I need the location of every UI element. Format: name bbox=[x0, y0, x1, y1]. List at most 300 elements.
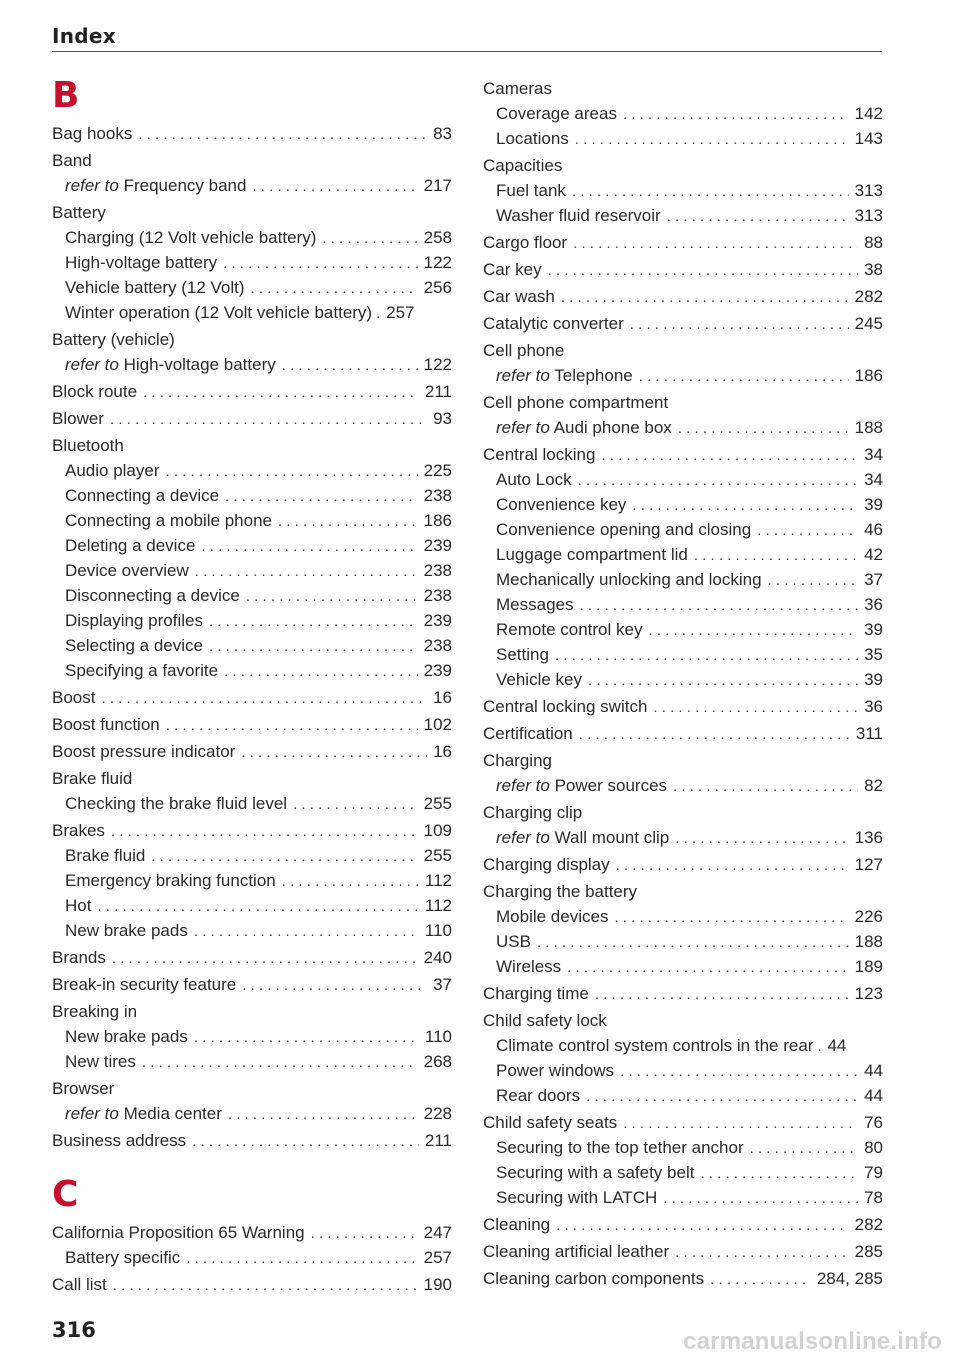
index-subentry bbox=[52, 633, 452, 658]
dot-leader bbox=[142, 1050, 418, 1075]
dot-leader bbox=[556, 1213, 849, 1238]
dot-leader bbox=[228, 1102, 418, 1127]
dot-leader bbox=[282, 869, 419, 894]
page-reference: 39 bbox=[864, 495, 883, 514]
page-reference: 285 bbox=[854, 1242, 883, 1261]
page-reference: 127 bbox=[854, 855, 883, 874]
entry-label: Car key bbox=[483, 260, 542, 279]
page-reference: 34 bbox=[864, 445, 883, 464]
entry-label: Charging bbox=[483, 751, 552, 770]
entry-label: Vehicle key bbox=[496, 670, 582, 689]
page-reference: 247 bbox=[423, 1223, 452, 1242]
index-heading bbox=[52, 200, 452, 225]
index-subentry bbox=[483, 415, 883, 440]
index-subentry bbox=[483, 517, 883, 542]
index-heading bbox=[52, 766, 452, 791]
index-subentry bbox=[52, 483, 452, 508]
entry-label: Selecting a device bbox=[65, 636, 203, 655]
index-subentry bbox=[483, 825, 883, 850]
dot-leader bbox=[241, 740, 427, 765]
entry-label bbox=[496, 825, 669, 850]
index-entry bbox=[483, 257, 883, 282]
page-reference: 313 bbox=[854, 206, 883, 225]
page-reference: 83 bbox=[433, 124, 452, 143]
section-letter: C bbox=[52, 1174, 79, 1215]
entry-label: New brake pads bbox=[65, 1027, 188, 1046]
page-reference: 226 bbox=[854, 907, 883, 926]
entry-label: Bluetooth bbox=[52, 436, 124, 455]
dot-leader bbox=[632, 493, 858, 518]
dot-leader bbox=[578, 468, 858, 493]
page-reference: 136 bbox=[854, 828, 883, 847]
index-subentry bbox=[483, 203, 883, 228]
dot-leader bbox=[151, 844, 417, 869]
entry-label: Securing with a safety belt bbox=[496, 1163, 695, 1182]
entry-label: Auto Lock bbox=[496, 470, 572, 489]
watermark: carmanualsonline.info bbox=[683, 1328, 942, 1355]
entry-label: Specifying a favorite bbox=[65, 661, 219, 680]
entry-label: California Proposition 65 Warning bbox=[52, 1223, 305, 1242]
index-subentry bbox=[52, 533, 452, 558]
index-entry bbox=[52, 1272, 452, 1297]
index-subentry bbox=[52, 275, 452, 300]
dot-leader bbox=[667, 204, 849, 229]
page-reference: 110 bbox=[424, 1027, 452, 1046]
entry-label bbox=[65, 173, 246, 198]
index-subentry bbox=[52, 558, 452, 583]
index-heading bbox=[483, 879, 883, 904]
dot-leader bbox=[246, 584, 418, 609]
entry-label: Emergency braking function bbox=[65, 871, 276, 890]
index-subentry bbox=[52, 225, 452, 250]
index-subentry bbox=[483, 667, 883, 692]
reference-target: Power sources bbox=[554, 776, 668, 795]
index-subentry bbox=[483, 904, 883, 929]
page-reference: 239 bbox=[423, 536, 452, 555]
entry-label: Hot bbox=[65, 896, 92, 915]
section-letter: B bbox=[52, 75, 80, 116]
entry-label: Device overview bbox=[65, 561, 189, 580]
dot-leader bbox=[282, 353, 418, 378]
entry-label: Brakes bbox=[52, 821, 105, 840]
entry-label: New tires bbox=[65, 1052, 136, 1071]
index-entry bbox=[52, 1128, 452, 1153]
dot-leader bbox=[648, 618, 858, 643]
index-entry bbox=[483, 852, 883, 877]
entry-label: Washer fluid reservoir bbox=[496, 206, 661, 225]
page-reference: 255 bbox=[423, 794, 452, 813]
index-entry bbox=[483, 230, 883, 255]
index-subentry bbox=[483, 101, 883, 126]
dot-leader bbox=[623, 1111, 858, 1136]
entry-label: Battery bbox=[52, 203, 106, 222]
entry-label: Cleaning artificial leather bbox=[483, 1242, 670, 1261]
page-reference: 112 bbox=[424, 896, 452, 915]
entry-label: Charging time bbox=[483, 984, 589, 1003]
dot-leader bbox=[555, 643, 858, 668]
index-subentry bbox=[52, 173, 452, 198]
dot-leader bbox=[678, 416, 849, 441]
entry-label: Fuel tank bbox=[496, 181, 566, 200]
entry-label: Call list bbox=[52, 1275, 107, 1294]
dot-leader bbox=[209, 609, 418, 634]
dot-leader bbox=[311, 1221, 418, 1246]
dot-leader bbox=[195, 559, 418, 584]
index-subentry bbox=[483, 1185, 883, 1210]
index-entry bbox=[483, 694, 883, 719]
entry-label: Child safety lock bbox=[483, 1011, 607, 1030]
reference-target: Telephone bbox=[554, 366, 633, 385]
dot-leader bbox=[322, 226, 417, 251]
index-entry bbox=[483, 442, 883, 467]
dot-leader bbox=[623, 102, 849, 127]
page-reference: 16 bbox=[433, 688, 452, 707]
index-entry bbox=[483, 721, 883, 746]
page-number: 316 bbox=[52, 1318, 96, 1342]
dot-leader bbox=[817, 1034, 823, 1059]
page-reference: 211 bbox=[424, 1131, 452, 1150]
page-reference: 143 bbox=[854, 129, 883, 148]
index-entry bbox=[52, 406, 452, 431]
refer-to-prefix: refer to bbox=[65, 1104, 119, 1123]
dot-leader bbox=[166, 713, 418, 738]
dot-leader bbox=[588, 668, 858, 693]
dot-leader bbox=[616, 853, 849, 878]
refer-to-prefix: refer to bbox=[496, 366, 550, 385]
dot-leader bbox=[112, 946, 418, 971]
page-reference: 238 bbox=[423, 636, 452, 655]
entry-label: Convenience key bbox=[496, 495, 627, 514]
dot-leader bbox=[575, 127, 849, 152]
entry-label: Audio player bbox=[65, 461, 160, 480]
index-subentry bbox=[52, 868, 452, 893]
entry-label: Checking the brake fluid level bbox=[65, 794, 288, 813]
index-subentry bbox=[483, 492, 883, 517]
dot-leader bbox=[639, 364, 849, 389]
page-reference: 78 bbox=[864, 1188, 883, 1207]
index-heading bbox=[52, 999, 452, 1024]
index-subentry bbox=[483, 363, 883, 388]
index-heading bbox=[52, 433, 452, 458]
entry-label: Connecting a device bbox=[65, 486, 220, 505]
dot-leader bbox=[614, 905, 848, 930]
reference-target: Wall mount clip bbox=[554, 828, 670, 847]
dot-leader bbox=[586, 1084, 858, 1109]
index-subentry bbox=[483, 126, 883, 151]
entry-label bbox=[496, 773, 667, 798]
entry-label: High-voltage battery bbox=[65, 253, 218, 272]
reference-target: Frequency band bbox=[123, 176, 247, 195]
page-reference: 258 bbox=[423, 228, 452, 247]
entry-label: Coverage areas bbox=[496, 104, 617, 123]
index-entry bbox=[483, 1266, 883, 1291]
page-reference: 16 bbox=[433, 742, 452, 761]
dot-leader bbox=[561, 285, 849, 310]
index-entry bbox=[52, 739, 452, 764]
page-reference: 211 bbox=[424, 382, 452, 401]
page-reference: 35 bbox=[864, 645, 883, 664]
entry-label: Displaying profiles bbox=[65, 611, 203, 630]
dot-leader bbox=[579, 593, 858, 618]
dot-leader bbox=[663, 1186, 858, 1211]
entry-label: Central locking bbox=[483, 445, 596, 464]
page-reference: 239 bbox=[423, 661, 452, 680]
entry-label: Locations bbox=[496, 129, 569, 148]
dot-leader bbox=[201, 534, 417, 559]
index-subentry bbox=[52, 893, 452, 918]
entry-label bbox=[65, 1101, 222, 1126]
index-subentry bbox=[52, 352, 452, 377]
page-reference: 225 bbox=[423, 461, 452, 480]
page-reference: 42 bbox=[864, 545, 883, 564]
page-reference: 88 bbox=[864, 233, 883, 252]
entry-label: Mobile devices bbox=[496, 907, 609, 926]
index-subentry bbox=[483, 1033, 883, 1058]
entry-label: Cargo floor bbox=[483, 233, 568, 252]
index-column-right bbox=[483, 76, 883, 1291]
entry-label: Charging the battery bbox=[483, 882, 638, 901]
entry-label: Mechanically unlocking and locking bbox=[496, 570, 762, 589]
index-heading bbox=[483, 338, 883, 363]
page-reference: 44 bbox=[827, 1036, 847, 1055]
entry-label: Charging clip bbox=[483, 803, 583, 822]
reference-target: Media center bbox=[123, 1104, 222, 1123]
entry-label: Blower bbox=[52, 409, 104, 428]
index-heading bbox=[52, 1076, 452, 1101]
entry-label: Central locking switch bbox=[483, 697, 648, 716]
page-reference: 122 bbox=[423, 355, 452, 374]
dot-leader bbox=[548, 258, 859, 283]
page-reference: 240 bbox=[423, 948, 452, 967]
page-reference: 189 bbox=[854, 957, 883, 976]
page-reference: 44 bbox=[864, 1061, 883, 1080]
index-entry bbox=[483, 311, 883, 336]
index-entry bbox=[483, 1212, 883, 1237]
page-reference: 255 bbox=[423, 846, 452, 865]
dot-leader bbox=[376, 301, 382, 326]
entry-label: Block route bbox=[52, 382, 138, 401]
index-entry bbox=[52, 1220, 452, 1245]
entry-label: Connecting a mobile phone bbox=[65, 511, 272, 530]
index-heading bbox=[483, 76, 883, 101]
dot-leader bbox=[750, 1136, 858, 1161]
dot-leader bbox=[768, 568, 859, 593]
entry-label: Capacities bbox=[483, 156, 563, 175]
dot-leader bbox=[209, 634, 418, 659]
page-reference: 37 bbox=[433, 975, 452, 994]
index-subentry bbox=[483, 954, 883, 979]
dot-leader bbox=[700, 1161, 858, 1186]
page-reference: 109 bbox=[423, 821, 452, 840]
index-subentry bbox=[52, 918, 452, 943]
dot-leader bbox=[653, 695, 858, 720]
page-reference: 268 bbox=[423, 1052, 452, 1071]
entry-label: Deleting a device bbox=[65, 536, 196, 555]
page-reference: 39 bbox=[864, 620, 883, 639]
dot-leader bbox=[675, 826, 848, 851]
entry-label: Cell phone bbox=[483, 341, 565, 360]
page-reference: 257 bbox=[423, 1248, 452, 1267]
entry-label: Brake fluid bbox=[65, 846, 146, 865]
entry-label: Business address bbox=[52, 1131, 187, 1150]
index-entry bbox=[52, 972, 452, 997]
page-header-title: Index bbox=[52, 24, 116, 48]
entry-label: Cameras bbox=[483, 79, 552, 98]
page-reference: 44 bbox=[864, 1086, 883, 1105]
page-reference: 228 bbox=[423, 1104, 452, 1123]
index-subentry bbox=[52, 658, 452, 683]
dot-leader bbox=[242, 973, 427, 998]
dot-leader bbox=[601, 443, 858, 468]
page-reference: 123 bbox=[854, 984, 883, 1003]
dot-leader bbox=[225, 484, 418, 509]
dot-leader bbox=[757, 518, 858, 543]
entry-label: Catalytic converter bbox=[483, 314, 624, 333]
page-reference: 46 bbox=[864, 520, 883, 539]
dot-leader bbox=[97, 894, 418, 919]
dot-leader bbox=[573, 231, 858, 256]
dot-leader bbox=[166, 459, 418, 484]
dot-leader bbox=[579, 722, 850, 747]
entry-label: New brake pads bbox=[65, 921, 188, 940]
entry-label: Wireless bbox=[496, 957, 562, 976]
refer-to-prefix: refer to bbox=[65, 355, 119, 374]
entry-label bbox=[496, 363, 633, 388]
index-subentry bbox=[483, 1083, 883, 1108]
dot-leader bbox=[293, 792, 418, 817]
entry-label: Convenience opening and closing bbox=[496, 520, 752, 539]
entry-label: Cleaning carbon components bbox=[483, 1269, 705, 1288]
page-reference: 284, 285 bbox=[816, 1269, 883, 1288]
dot-leader bbox=[537, 930, 849, 955]
page-reference: 311 bbox=[855, 724, 883, 743]
index-subentry bbox=[483, 929, 883, 954]
reference-target: Audi phone box bbox=[553, 418, 672, 437]
page-reference: 217 bbox=[423, 176, 452, 195]
index-subentry bbox=[52, 458, 452, 483]
entry-label: Bag hooks bbox=[52, 124, 133, 143]
dot-leader bbox=[620, 1059, 858, 1084]
page-reference: 245 bbox=[854, 314, 883, 333]
dot-leader bbox=[224, 659, 418, 684]
entry-label: Boost bbox=[52, 688, 96, 707]
index-entry bbox=[52, 121, 452, 146]
dot-leader bbox=[675, 1240, 848, 1265]
dot-leader bbox=[101, 686, 427, 711]
index-subentry bbox=[483, 178, 883, 203]
index-subentry bbox=[483, 592, 883, 617]
dot-leader bbox=[143, 380, 419, 405]
entry-label: Brands bbox=[52, 948, 106, 967]
dot-leader bbox=[111, 819, 418, 844]
index-subentry bbox=[483, 773, 883, 798]
entry-label: Boost function bbox=[52, 715, 160, 734]
dot-leader bbox=[595, 982, 849, 1007]
index-subentry bbox=[52, 583, 452, 608]
page-reference: 34 bbox=[864, 470, 883, 489]
entry-label: Breaking in bbox=[52, 1002, 138, 1021]
entry-label: Break-in security feature bbox=[52, 975, 237, 994]
entry-label: Battery specific bbox=[65, 1248, 181, 1267]
entry-label: Rear doors bbox=[496, 1086, 581, 1105]
index-subentry bbox=[52, 843, 452, 868]
refer-to-prefix: refer to bbox=[496, 776, 550, 795]
entry-label: Brake fluid bbox=[52, 769, 133, 788]
entry-label: Certification bbox=[483, 724, 573, 743]
entry-label: Cell phone compartment bbox=[483, 393, 669, 412]
index-subentry bbox=[52, 300, 452, 325]
dot-leader bbox=[113, 1273, 418, 1298]
dot-leader bbox=[630, 312, 849, 337]
entry-label: Luggage compartment lid bbox=[496, 545, 688, 564]
page-reference: 76 bbox=[864, 1113, 883, 1132]
index-entry bbox=[52, 379, 452, 404]
dot-leader bbox=[252, 174, 417, 199]
index-entry bbox=[52, 712, 452, 737]
entry-label: Winter operation (12 Volt vehicle battery) bbox=[65, 303, 373, 322]
page-reference: 257 bbox=[386, 303, 415, 322]
entry-label: Vehicle battery (12 Volt) bbox=[65, 278, 245, 297]
index-subentry bbox=[483, 467, 883, 492]
entry-label: Securing to the top tether anchor bbox=[496, 1138, 744, 1157]
index-heading bbox=[52, 327, 452, 352]
entry-label: Charging (12 Volt vehicle battery) bbox=[65, 228, 317, 247]
page-reference: 238 bbox=[423, 561, 452, 580]
dot-leader bbox=[138, 122, 427, 147]
refer-to-prefix: refer to bbox=[496, 828, 550, 847]
page-reference: 313 bbox=[854, 181, 883, 200]
dot-leader bbox=[572, 179, 849, 204]
index-heading bbox=[52, 148, 452, 173]
page-reference: 82 bbox=[864, 776, 883, 795]
entry-label: Securing with LATCH bbox=[496, 1188, 658, 1207]
page-reference: 36 bbox=[864, 697, 883, 716]
dot-leader bbox=[194, 919, 419, 944]
entry-label: Cleaning bbox=[483, 1215, 551, 1234]
page-reference: 142 bbox=[854, 104, 883, 123]
index-subentry bbox=[52, 608, 452, 633]
index-subentry bbox=[52, 1245, 452, 1270]
page-reference: 93 bbox=[433, 409, 452, 428]
index-subentry bbox=[483, 542, 883, 567]
page-reference: 80 bbox=[864, 1138, 883, 1157]
index-column-left bbox=[52, 76, 452, 1297]
dot-leader bbox=[251, 276, 418, 301]
page-reference: 282 bbox=[854, 287, 883, 306]
index-subentry bbox=[52, 791, 452, 816]
entry-label: Browser bbox=[52, 1079, 115, 1098]
index-entry bbox=[483, 981, 883, 1006]
index-subentry bbox=[483, 642, 883, 667]
page-reference: 238 bbox=[423, 586, 452, 605]
entry-label: Disconnecting a device bbox=[65, 586, 240, 605]
page-reference: 186 bbox=[423, 511, 452, 530]
index-entry bbox=[52, 945, 452, 970]
entry-label: Child safety seats bbox=[483, 1113, 618, 1132]
page-reference: 188 bbox=[854, 932, 883, 951]
page-reference: 239 bbox=[423, 611, 452, 630]
entry-label: Messages bbox=[496, 595, 574, 614]
index-entry bbox=[52, 818, 452, 843]
page-reference: 39 bbox=[864, 670, 883, 689]
entry-label: Setting bbox=[496, 645, 549, 664]
page-reference: 36 bbox=[864, 595, 883, 614]
page-reference: 186 bbox=[854, 366, 883, 385]
index-heading bbox=[483, 800, 883, 825]
dot-leader bbox=[194, 1025, 419, 1050]
index-subentry bbox=[483, 1160, 883, 1185]
entry-label bbox=[496, 415, 672, 440]
